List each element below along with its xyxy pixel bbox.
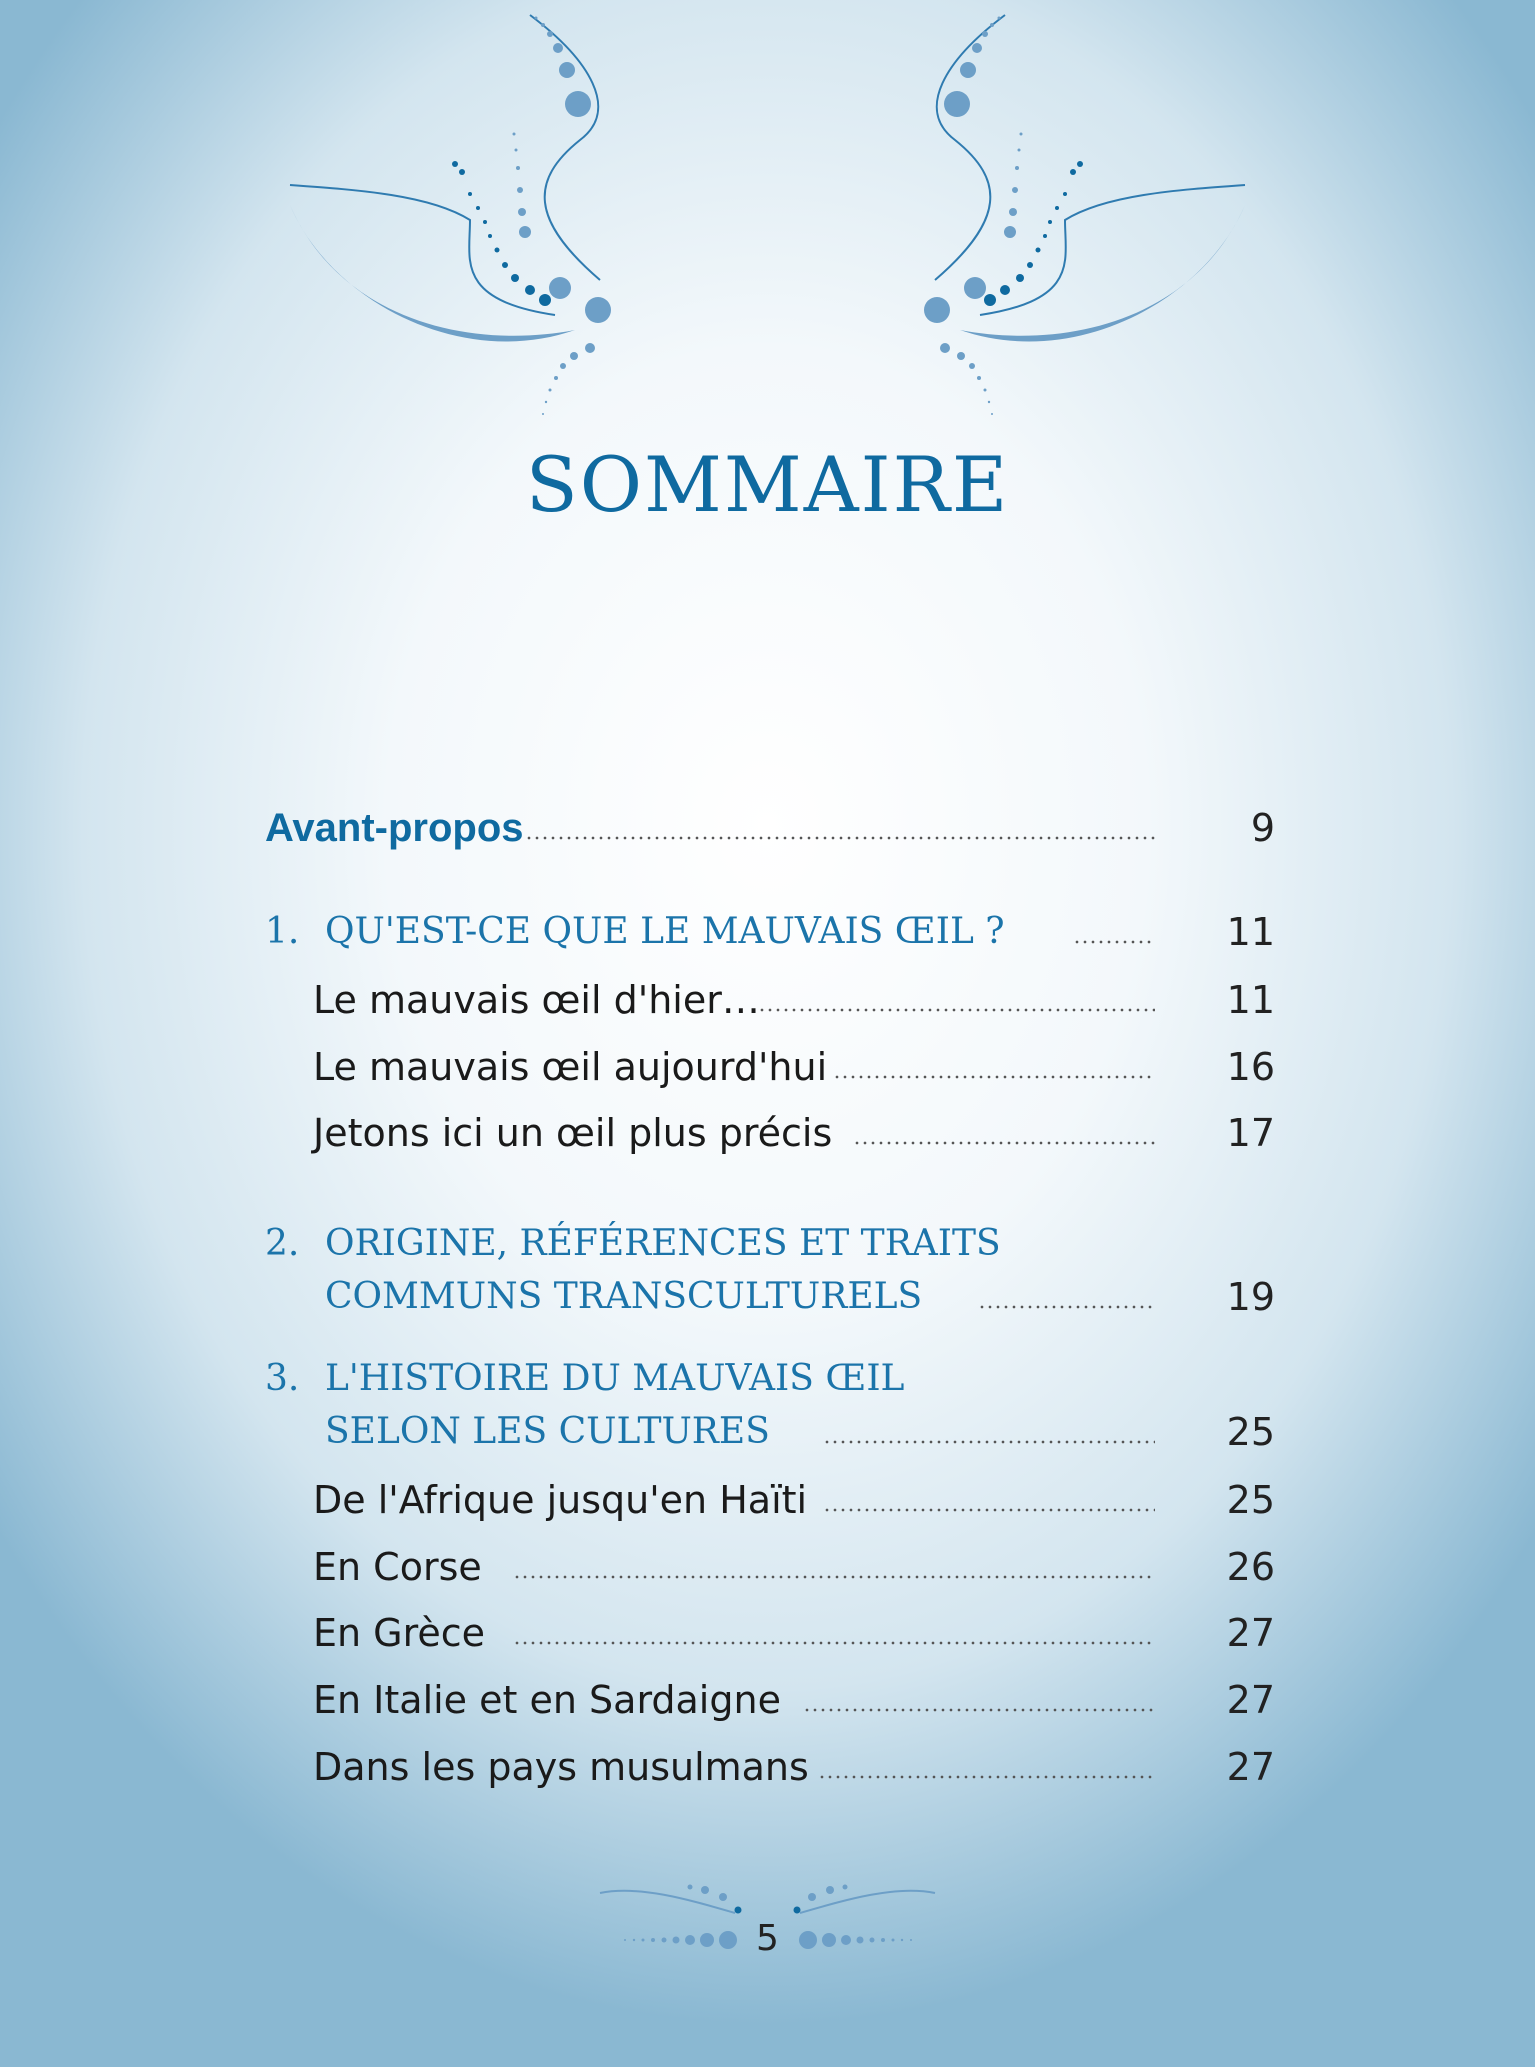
toc-chapter-3-line2[interactable]: [265, 1410, 1275, 1462]
toc-section[interactable]: [265, 1111, 1275, 1163]
toc-entry-page: 27: [1226, 1678, 1275, 1722]
chapter-number: 3.: [265, 1358, 300, 1399]
toc-entry-page: 26: [1226, 1545, 1275, 1589]
page-title: SOMMAIRE: [525, 440, 1010, 529]
chapter-title-cont: SELON LES CULTURES: [325, 1411, 770, 1452]
toc-entry-page: 16: [1226, 1045, 1275, 1089]
toc-section[interactable]: [265, 1611, 1275, 1663]
dot-leader: [527, 836, 1155, 840]
toc-section[interactable]: [265, 1678, 1275, 1730]
toc-section[interactable]: [265, 1478, 1275, 1530]
chapter-title: QU'EST-CE QUE LE MAUVAIS ŒIL ?: [325, 911, 1005, 952]
toc-section[interactable]: [265, 1545, 1275, 1597]
dot-leader: [515, 1641, 1155, 1645]
ornament-left: [290, 15, 611, 415]
dot-leader: [825, 1440, 1155, 1444]
dot-leader: [760, 1008, 1155, 1012]
section-title: Le mauvais œil d'hier…: [313, 978, 760, 1022]
section-title: Le mauvais œil aujourd'hui: [313, 1045, 828, 1089]
dot-leader: [855, 1141, 1155, 1145]
toc-entry-page: 25: [1226, 1410, 1275, 1454]
toc-entry-page: 19: [1226, 1275, 1275, 1319]
dot-leader: [515, 1575, 1155, 1579]
toc-entry-page: 17: [1226, 1111, 1275, 1155]
page-number: 5: [756, 1918, 779, 1959]
dot-leader: [980, 1305, 1155, 1309]
toc-entry-label: Avant-propos: [265, 806, 524, 850]
section-title: En Italie et en Sardaigne: [313, 1678, 781, 1722]
toc-entry-page: 9: [1250, 806, 1275, 850]
toc-section[interactable]: [265, 1745, 1275, 1797]
toc-chapter-2-line2[interactable]: [265, 1275, 1275, 1327]
toc-section[interactable]: [265, 1045, 1275, 1097]
section-title: En Corse: [313, 1545, 482, 1589]
toc-entry-foreword[interactable]: [265, 806, 1275, 858]
section-title: Dans les pays musulmans: [313, 1745, 809, 1789]
dot-leader: [1075, 940, 1155, 944]
dot-leader: [820, 1775, 1155, 1779]
chapter-title: ORIGINE, RÉFÉRENCES ET TRAITS: [325, 1223, 1001, 1264]
toc-entry-page: 27: [1226, 1611, 1275, 1655]
toc-chapter-1[interactable]: [265, 910, 1275, 962]
toc-chapter-2-line1[interactable]: [265, 1222, 1275, 1274]
toc-entry-page: 27: [1226, 1745, 1275, 1789]
toc-section[interactable]: [265, 978, 1275, 1030]
dot-leader: [805, 1708, 1155, 1712]
dot-leader: [825, 1508, 1155, 1512]
dot-leader: [835, 1075, 1155, 1079]
section-title: En Grèce: [313, 1611, 486, 1655]
toc-chapter-3-line1[interactable]: [265, 1357, 1275, 1409]
toc-entry-page: 11: [1226, 910, 1275, 954]
chapter-number: 1.: [265, 911, 300, 952]
section-title: Jetons ici un œil plus précis: [313, 1111, 833, 1155]
top-ornament: [0, 0, 1535, 430]
section-title: De l'Afrique jusqu'en Haïti: [313, 1478, 808, 1522]
chapter-title: L'HISTOIRE DU MAUVAIS ŒIL: [325, 1358, 905, 1399]
chapter-number: 2.: [265, 1223, 300, 1264]
toc-entry-page: 25: [1226, 1478, 1275, 1522]
chapter-title-cont: COMMUNS TRANSCULTURELS: [325, 1276, 923, 1317]
toc-entry-page: 11: [1226, 978, 1275, 1022]
